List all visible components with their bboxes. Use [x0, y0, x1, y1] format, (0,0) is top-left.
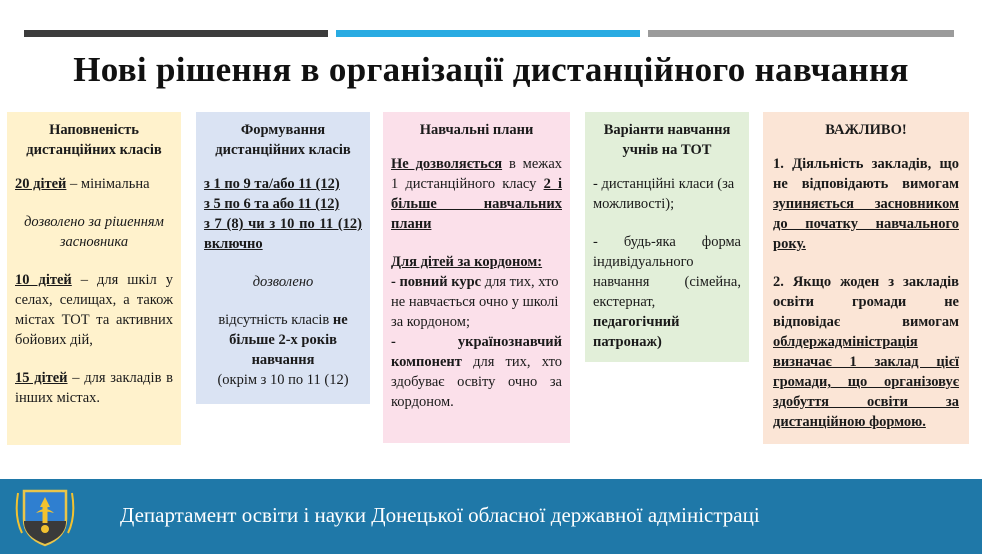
emphasis-text: зупиняється засновником до початку навчального року.	[773, 196, 959, 252]
body-text: відсутність класів	[218, 312, 333, 328]
card-heading: Навчальні плани	[419, 122, 534, 138]
card-paragraph	[391, 272, 562, 332]
card-tot-options	[585, 112, 749, 362]
card-heading: Формування дистанційних класів	[215, 122, 351, 158]
card-important	[763, 112, 969, 444]
card-paragraph: (окрім з 10 по 11 (12)	[217, 372, 349, 388]
card-paragraph	[773, 272, 959, 432]
emphasis-text: облдержадміністрація визначає 1 заклад цієї громади, що організовує здобуття освіти за дистанційною формою.	[773, 334, 959, 430]
top-accent-bar-blue	[336, 30, 640, 37]
card-curricula	[383, 112, 570, 443]
emphasis-text: - українознавчий компонент	[391, 334, 562, 370]
card-heading: ВАЖЛИВО!	[825, 122, 907, 138]
emphasis-text: 2 і більше навчальних плани	[391, 176, 563, 232]
card-paragraph	[773, 154, 959, 254]
card-class-formation	[196, 112, 370, 404]
emphasis-text: Не дозволяється	[391, 156, 503, 172]
body-text: – для шкіл у селах, селищах, а також містах ТОТ та активних бойових дій,	[15, 272, 174, 348]
body-text: в межах 1 дистанційного класу	[391, 156, 563, 192]
card-class-size	[7, 112, 181, 445]
emphasis-text: 10 дітей	[15, 272, 72, 288]
emphasis-text: - повний курс	[391, 274, 482, 290]
slide-title: Нові рішення в організації дистанційного навчання	[73, 50, 909, 89]
card-line: з 5 по 6 та або 11 (12)	[204, 196, 340, 212]
footer-banner	[0, 479, 982, 554]
card-heading: Наповненість дистанційних класів	[26, 122, 162, 158]
card-paragraph	[204, 310, 362, 370]
card-paragraph	[593, 232, 741, 352]
card-heading: Варіанти навчання учнів на ТОТ	[603, 122, 731, 158]
card-paragraph: Для дітей за кордоном:	[391, 254, 543, 270]
body-text: для тих, хто не навчається очно у школі за кордоном;	[391, 274, 559, 330]
emphasis-text: 1. Діяльність закладів, що не відповідають вимогам	[773, 156, 959, 192]
body-text: - будь-яка форма індивідуального навчання (сімейна, екстернат,	[593, 234, 741, 310]
card-paragraph	[15, 270, 173, 350]
card-paragraph	[15, 174, 173, 194]
body-text: – для закладів в інших містах.	[15, 370, 174, 406]
top-accent-bar-dark	[24, 30, 328, 37]
card-paragraph: дозволено за рішенням засновника	[24, 214, 164, 250]
card-paragraph	[391, 332, 562, 412]
card-paragraph	[391, 154, 562, 234]
card-paragraph: - дистанційні класи (за можливості);	[593, 176, 735, 212]
top-accent-bar-grey	[648, 30, 954, 37]
body-text: – мінімальна	[66, 176, 150, 192]
body-text: для тих, хто здобуває освіту очно за кордоном.	[391, 354, 562, 410]
card-paragraph: дозволено	[252, 274, 314, 290]
donetsk-coat-of-arms-icon	[12, 483, 78, 549]
emphasis-text: не більше 2-х років навчання	[229, 312, 348, 368]
card-line: з 1 по 9 та/або 11 (12)	[204, 176, 340, 192]
card-paragraph	[15, 368, 173, 408]
emphasis-text: 15 дітей	[15, 370, 68, 386]
footer-department-name: Департамент освіти і науки Донецької обласної державної адміністраці	[120, 503, 760, 527]
emphasis-text: педагогічний патронаж)	[593, 314, 680, 350]
emphasis-text: 2. Якщо жоден з закладів освіти громади не відповідає вимогам	[773, 274, 959, 330]
card-line: з 7 (8) чи з 10 по 11 (12) включно	[204, 216, 362, 252]
emphasis-text: 20 дітей	[15, 176, 67, 192]
